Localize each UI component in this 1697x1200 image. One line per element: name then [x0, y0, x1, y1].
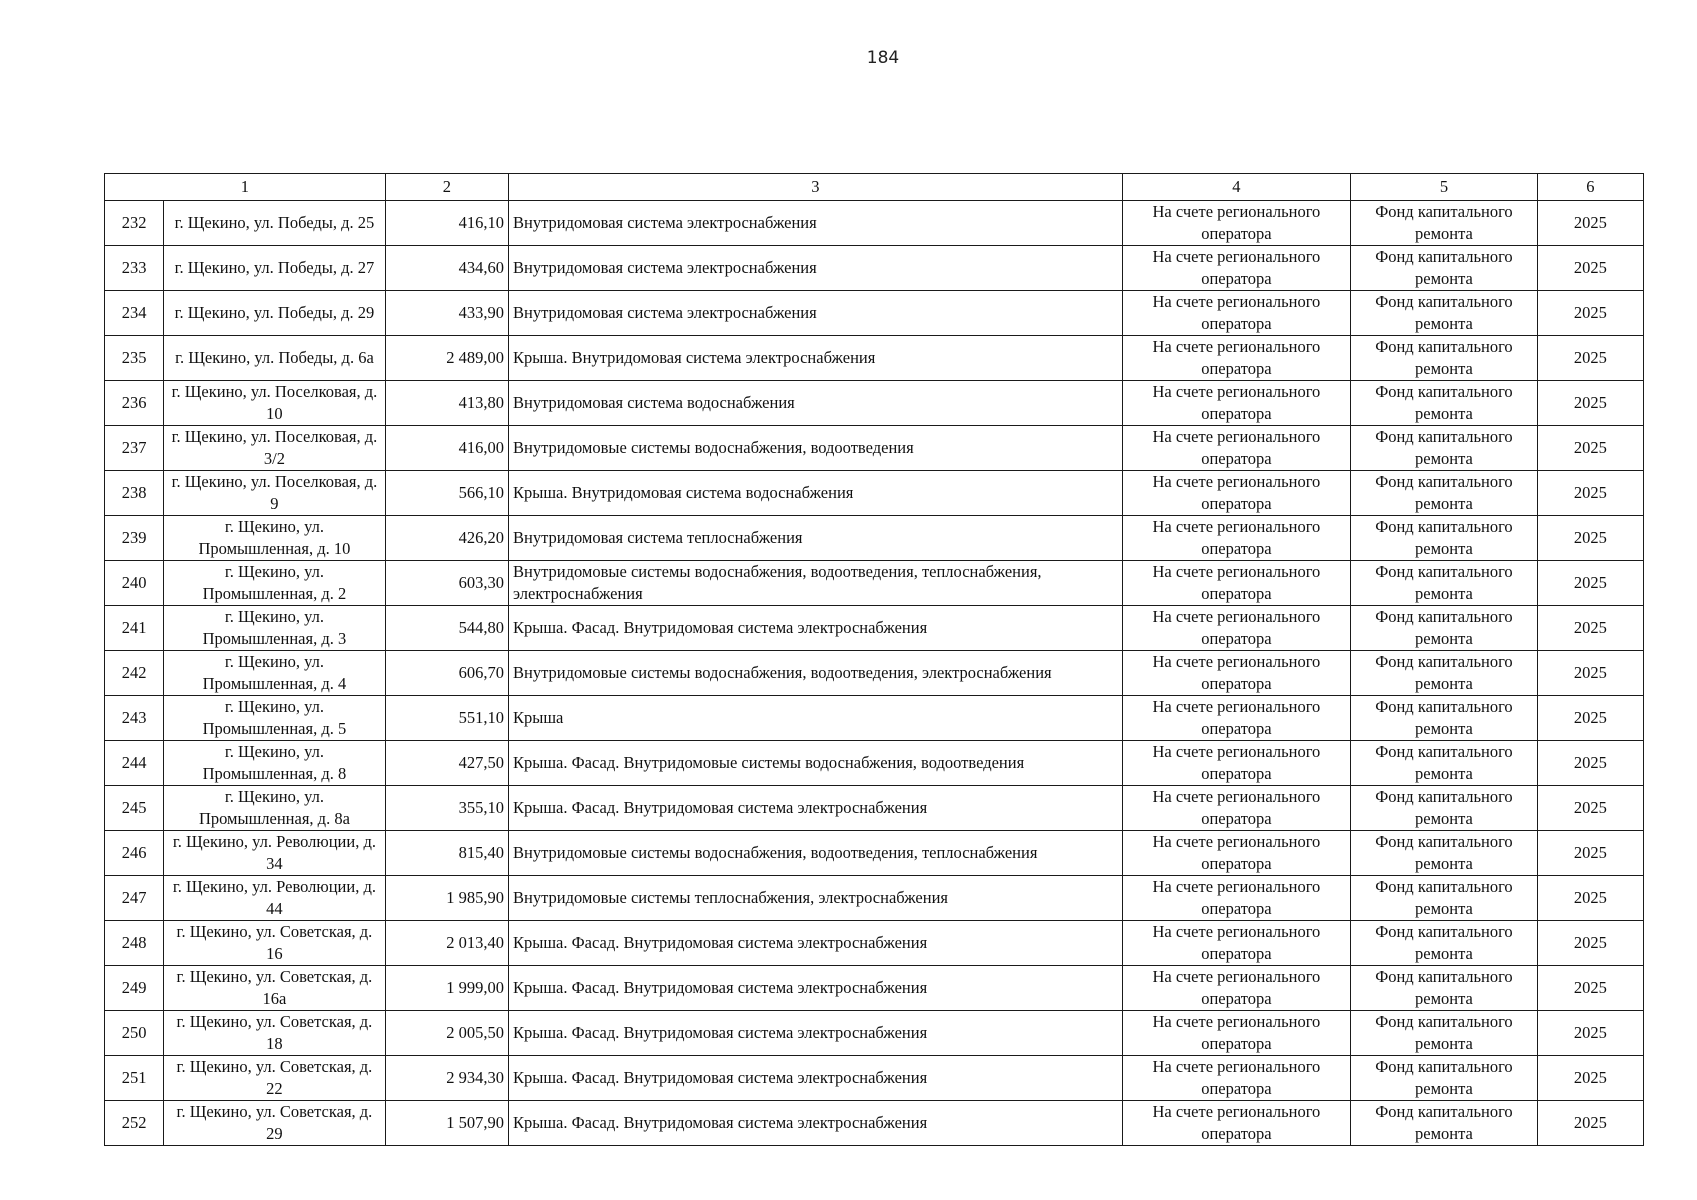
fund-account-cell: На счете регионального оператора: [1122, 786, 1351, 831]
year-cell: 2025: [1537, 606, 1643, 651]
fund-account-cell: На счете регионального оператора: [1122, 741, 1351, 786]
table-row: [105, 201, 1644, 246]
area-cell: 416,10: [385, 201, 508, 246]
area-cell: 434,60: [385, 246, 508, 291]
address-cell: г. Щекино, ул. Промышленная, д. 4: [164, 651, 386, 696]
repair-program-table: [104, 173, 1644, 1146]
funding-source-cell: Фонд капитального ремонта: [1351, 966, 1537, 1011]
area-cell: 606,70: [385, 651, 508, 696]
year-cell: 2025: [1537, 1101, 1643, 1146]
address-cell: г. Щекино, ул. Советская, д. 16а: [164, 966, 386, 1011]
fund-account-cell: На счете регионального оператора: [1122, 1056, 1351, 1101]
table-row: [105, 291, 1644, 336]
area-cell: 551,10: [385, 696, 508, 741]
funding-source-cell: Фонд капитального ремонта: [1351, 1056, 1537, 1101]
year-cell: 2025: [1537, 246, 1643, 291]
table-row: [105, 831, 1644, 876]
address-cell: г. Щекино, ул. Промышленная, д. 5: [164, 696, 386, 741]
year-cell: 2025: [1537, 291, 1643, 336]
row-number-cell: 246: [105, 831, 164, 876]
row-number-cell: 247: [105, 876, 164, 921]
address-cell: г. Щекино, ул. Революции, д. 34: [164, 831, 386, 876]
works-cell: Внутридомовые системы водоснабжения, водоотведения, электроснабжения: [509, 651, 1123, 696]
address-cell: г. Щекино, ул. Промышленная, д. 3: [164, 606, 386, 651]
year-cell: 2025: [1537, 1011, 1643, 1056]
works-cell: Крыша. Внутридомовая система электроснабжения: [509, 336, 1123, 381]
year-cell: 2025: [1537, 876, 1643, 921]
year-cell: 2025: [1537, 696, 1643, 741]
funding-source-cell: Фонд капитального ремонта: [1351, 606, 1537, 651]
fund-account-cell: На счете регионального оператора: [1122, 381, 1351, 426]
works-cell: Внутридомовая система электроснабжения: [509, 291, 1123, 336]
area-cell: 413,80: [385, 381, 508, 426]
works-cell: Крыша. Фасад. Внутридомовая система электроснабжения: [509, 921, 1123, 966]
fund-account-cell: На счете регионального оператора: [1122, 876, 1351, 921]
year-cell: 2025: [1537, 921, 1643, 966]
row-number-cell: 238: [105, 471, 164, 516]
fund-account-cell: На счете регионального оператора: [1122, 336, 1351, 381]
funding-source-cell: Фонд капитального ремонта: [1351, 561, 1537, 606]
row-number-cell: 244: [105, 741, 164, 786]
table-row: [105, 651, 1644, 696]
table-row: [105, 786, 1644, 831]
address-cell: г. Щекино, ул. Поселковая, д. 9: [164, 471, 386, 516]
year-cell: 2025: [1537, 561, 1643, 606]
table-row: [105, 561, 1644, 606]
area-cell: 433,90: [385, 291, 508, 336]
area-cell: 1 507,90: [385, 1101, 508, 1146]
area-cell: 427,50: [385, 741, 508, 786]
row-number-cell: 236: [105, 381, 164, 426]
address-cell: г. Щекино, ул. Революции, д. 44: [164, 876, 386, 921]
funding-source-cell: Фонд капитального ремонта: [1351, 246, 1537, 291]
table-row: [105, 966, 1644, 1011]
works-cell: Внутридомовая система теплоснабжения: [509, 516, 1123, 561]
year-cell: 2025: [1537, 831, 1643, 876]
works-cell: Крыша. Фасад. Внутридомовая система электроснабжения: [509, 966, 1123, 1011]
table-row: [105, 246, 1644, 291]
row-number-cell: 252: [105, 1101, 164, 1146]
fund-account-cell: На счете регионального оператора: [1122, 696, 1351, 741]
column-header-2: 2: [385, 174, 508, 201]
fund-account-cell: На счете регионального оператора: [1122, 561, 1351, 606]
address-cell: г. Щекино, ул. Советская, д. 29: [164, 1101, 386, 1146]
fund-account-cell: На счете регионального оператора: [1122, 831, 1351, 876]
fund-account-cell: На счете регионального оператора: [1122, 471, 1351, 516]
table-row: [105, 606, 1644, 651]
works-cell: Внутридомовые системы теплоснабжения, электроснабжения: [509, 876, 1123, 921]
address-cell: г. Щекино, ул. Поселковая, д. 3/2: [164, 426, 386, 471]
row-number-cell: 232: [105, 201, 164, 246]
funding-source-cell: Фонд капитального ремонта: [1351, 426, 1537, 471]
table-row: [105, 876, 1644, 921]
row-number-cell: 250: [105, 1011, 164, 1056]
works-cell: Крыша: [509, 696, 1123, 741]
funding-source-cell: Фонд капитального ремонта: [1351, 201, 1537, 246]
fund-account-cell: На счете регионального оператора: [1122, 1101, 1351, 1146]
address-cell: г. Щекино, ул. Победы, д. 25: [164, 201, 386, 246]
funding-source-cell: Фонд капитального ремонта: [1351, 786, 1537, 831]
row-number-cell: 239: [105, 516, 164, 561]
year-cell: 2025: [1537, 381, 1643, 426]
funding-source-cell: Фонд капитального ремонта: [1351, 291, 1537, 336]
address-cell: г. Щекино, ул. Промышленная, д. 8а: [164, 786, 386, 831]
area-cell: 2 489,00: [385, 336, 508, 381]
row-number-cell: 251: [105, 1056, 164, 1101]
works-cell: Внутридомовая система водоснабжения: [509, 381, 1123, 426]
column-header-3: 3: [509, 174, 1123, 201]
row-number-cell: 242: [105, 651, 164, 696]
page-number: 184: [866, 48, 900, 68]
year-cell: 2025: [1537, 471, 1643, 516]
fund-account-cell: На счете регионального оператора: [1122, 201, 1351, 246]
column-header-1: 1: [105, 174, 386, 201]
year-cell: 2025: [1537, 651, 1643, 696]
area-cell: 355,10: [385, 786, 508, 831]
works-cell: Крыша. Фасад. Внутридомовая система электроснабжения: [509, 606, 1123, 651]
address-cell: г. Щекино, ул. Победы, д. 27: [164, 246, 386, 291]
year-cell: 2025: [1537, 201, 1643, 246]
column-number-header: [105, 174, 1644, 201]
year-cell: 2025: [1537, 426, 1643, 471]
area-cell: 2 013,40: [385, 921, 508, 966]
works-cell: Внутридомовые системы водоснабжения, водоотведения: [509, 426, 1123, 471]
address-cell: г. Щекино, ул. Советская, д. 16: [164, 921, 386, 966]
table-row: [105, 381, 1644, 426]
address-cell: г. Щекино, ул. Победы, д. 6а: [164, 336, 386, 381]
year-cell: 2025: [1537, 966, 1643, 1011]
funding-source-cell: Фонд капитального ремонта: [1351, 876, 1537, 921]
row-number-cell: 240: [105, 561, 164, 606]
works-cell: Внутридомовая система электроснабжения: [509, 246, 1123, 291]
year-cell: 2025: [1537, 516, 1643, 561]
funding-source-cell: Фонд капитального ремонта: [1351, 741, 1537, 786]
works-cell: Внутридомовые системы водоснабжения, водоотведения, теплоснабжения: [509, 831, 1123, 876]
column-header-6: 6: [1537, 174, 1643, 201]
funding-source-cell: Фонд капитального ремонта: [1351, 651, 1537, 696]
address-cell: г. Щекино, ул. Промышленная, д. 8: [164, 741, 386, 786]
row-number-cell: 237: [105, 426, 164, 471]
works-cell: Крыша. Фасад. Внутридомовая система электроснабжения: [509, 1011, 1123, 1056]
works-cell: Внутридомовая система электроснабжения: [509, 201, 1123, 246]
area-cell: 603,30: [385, 561, 508, 606]
fund-account-cell: На счете регионального оператора: [1122, 966, 1351, 1011]
row-number-cell: 249: [105, 966, 164, 1011]
funding-source-cell: Фонд капитального ремонта: [1351, 831, 1537, 876]
row-number-cell: 245: [105, 786, 164, 831]
funding-source-cell: Фонд капитального ремонта: [1351, 1101, 1537, 1146]
funding-source-cell: Фонд капитального ремонта: [1351, 921, 1537, 966]
fund-account-cell: На счете регионального оператора: [1122, 606, 1351, 651]
table-row: [105, 426, 1644, 471]
table-row: [105, 336, 1644, 381]
area-cell: 1 999,00: [385, 966, 508, 1011]
table-body: [105, 174, 1644, 1146]
area-cell: 815,40: [385, 831, 508, 876]
row-number-cell: 234: [105, 291, 164, 336]
table-row: [105, 1101, 1644, 1146]
area-cell: 1 985,90: [385, 876, 508, 921]
row-number-cell: 235: [105, 336, 164, 381]
table-row: [105, 741, 1644, 786]
table-row: [105, 1011, 1644, 1056]
funding-source-cell: Фонд капитального ремонта: [1351, 516, 1537, 561]
row-number-cell: 233: [105, 246, 164, 291]
table-row: [105, 696, 1644, 741]
area-cell: 416,00: [385, 426, 508, 471]
works-cell: Крыша. Фасад. Внутридомовая система электроснабжения: [509, 1056, 1123, 1101]
row-number-cell: 248: [105, 921, 164, 966]
year-cell: 2025: [1537, 786, 1643, 831]
table-row: [105, 471, 1644, 516]
works-cell: Крыша. Фасад. Внутридомовая система электроснабжения: [509, 1101, 1123, 1146]
address-cell: г. Щекино, ул. Поселковая, д. 10: [164, 381, 386, 426]
year-cell: 2025: [1537, 1056, 1643, 1101]
year-cell: 2025: [1537, 741, 1643, 786]
fund-account-cell: На счете регионального оператора: [1122, 426, 1351, 471]
address-cell: г. Щекино, ул. Советская, д. 22: [164, 1056, 386, 1101]
works-cell: Крыша. Фасад. Внутридомовые системы водоснабжения, водоотведения: [509, 741, 1123, 786]
column-header-4: 4: [1122, 174, 1351, 201]
address-cell: г. Щекино, ул. Промышленная, д. 10: [164, 516, 386, 561]
works-cell: Крыша. Внутридомовая система водоснабжения: [509, 471, 1123, 516]
area-cell: 2 934,30: [385, 1056, 508, 1101]
row-number-cell: 243: [105, 696, 164, 741]
fund-account-cell: На счете регионального оператора: [1122, 1011, 1351, 1056]
year-cell: 2025: [1537, 336, 1643, 381]
address-cell: г. Щекино, ул. Промышленная, д. 2: [164, 561, 386, 606]
fund-account-cell: На счете регионального оператора: [1122, 291, 1351, 336]
area-cell: 426,20: [385, 516, 508, 561]
funding-source-cell: Фонд капитального ремонта: [1351, 471, 1537, 516]
area-cell: 544,80: [385, 606, 508, 651]
works-cell: Внутридомовые системы водоснабжения, водоотведения, теплоснабжения, электроснабжения: [509, 561, 1123, 606]
table-row: [105, 921, 1644, 966]
address-cell: г. Щекино, ул. Советская, д. 18: [164, 1011, 386, 1056]
funding-source-cell: Фонд капитального ремонта: [1351, 381, 1537, 426]
table-row: [105, 1056, 1644, 1101]
table-row: [105, 516, 1644, 561]
row-number-cell: 241: [105, 606, 164, 651]
funding-source-cell: Фонд капитального ремонта: [1351, 696, 1537, 741]
fund-account-cell: На счете регионального оператора: [1122, 516, 1351, 561]
funding-source-cell: Фонд капитального ремонта: [1351, 1011, 1537, 1056]
works-cell: Крыша. Фасад. Внутридомовая система электроснабжения: [509, 786, 1123, 831]
area-cell: 566,10: [385, 471, 508, 516]
area-cell: 2 005,50: [385, 1011, 508, 1056]
fund-account-cell: На счете регионального оператора: [1122, 921, 1351, 966]
column-header-5: 5: [1351, 174, 1537, 201]
fund-account-cell: На счете регионального оператора: [1122, 246, 1351, 291]
address-cell: г. Щекино, ул. Победы, д. 29: [164, 291, 386, 336]
fund-account-cell: На счете регионального оператора: [1122, 651, 1351, 696]
funding-source-cell: Фонд капитального ремонта: [1351, 336, 1537, 381]
